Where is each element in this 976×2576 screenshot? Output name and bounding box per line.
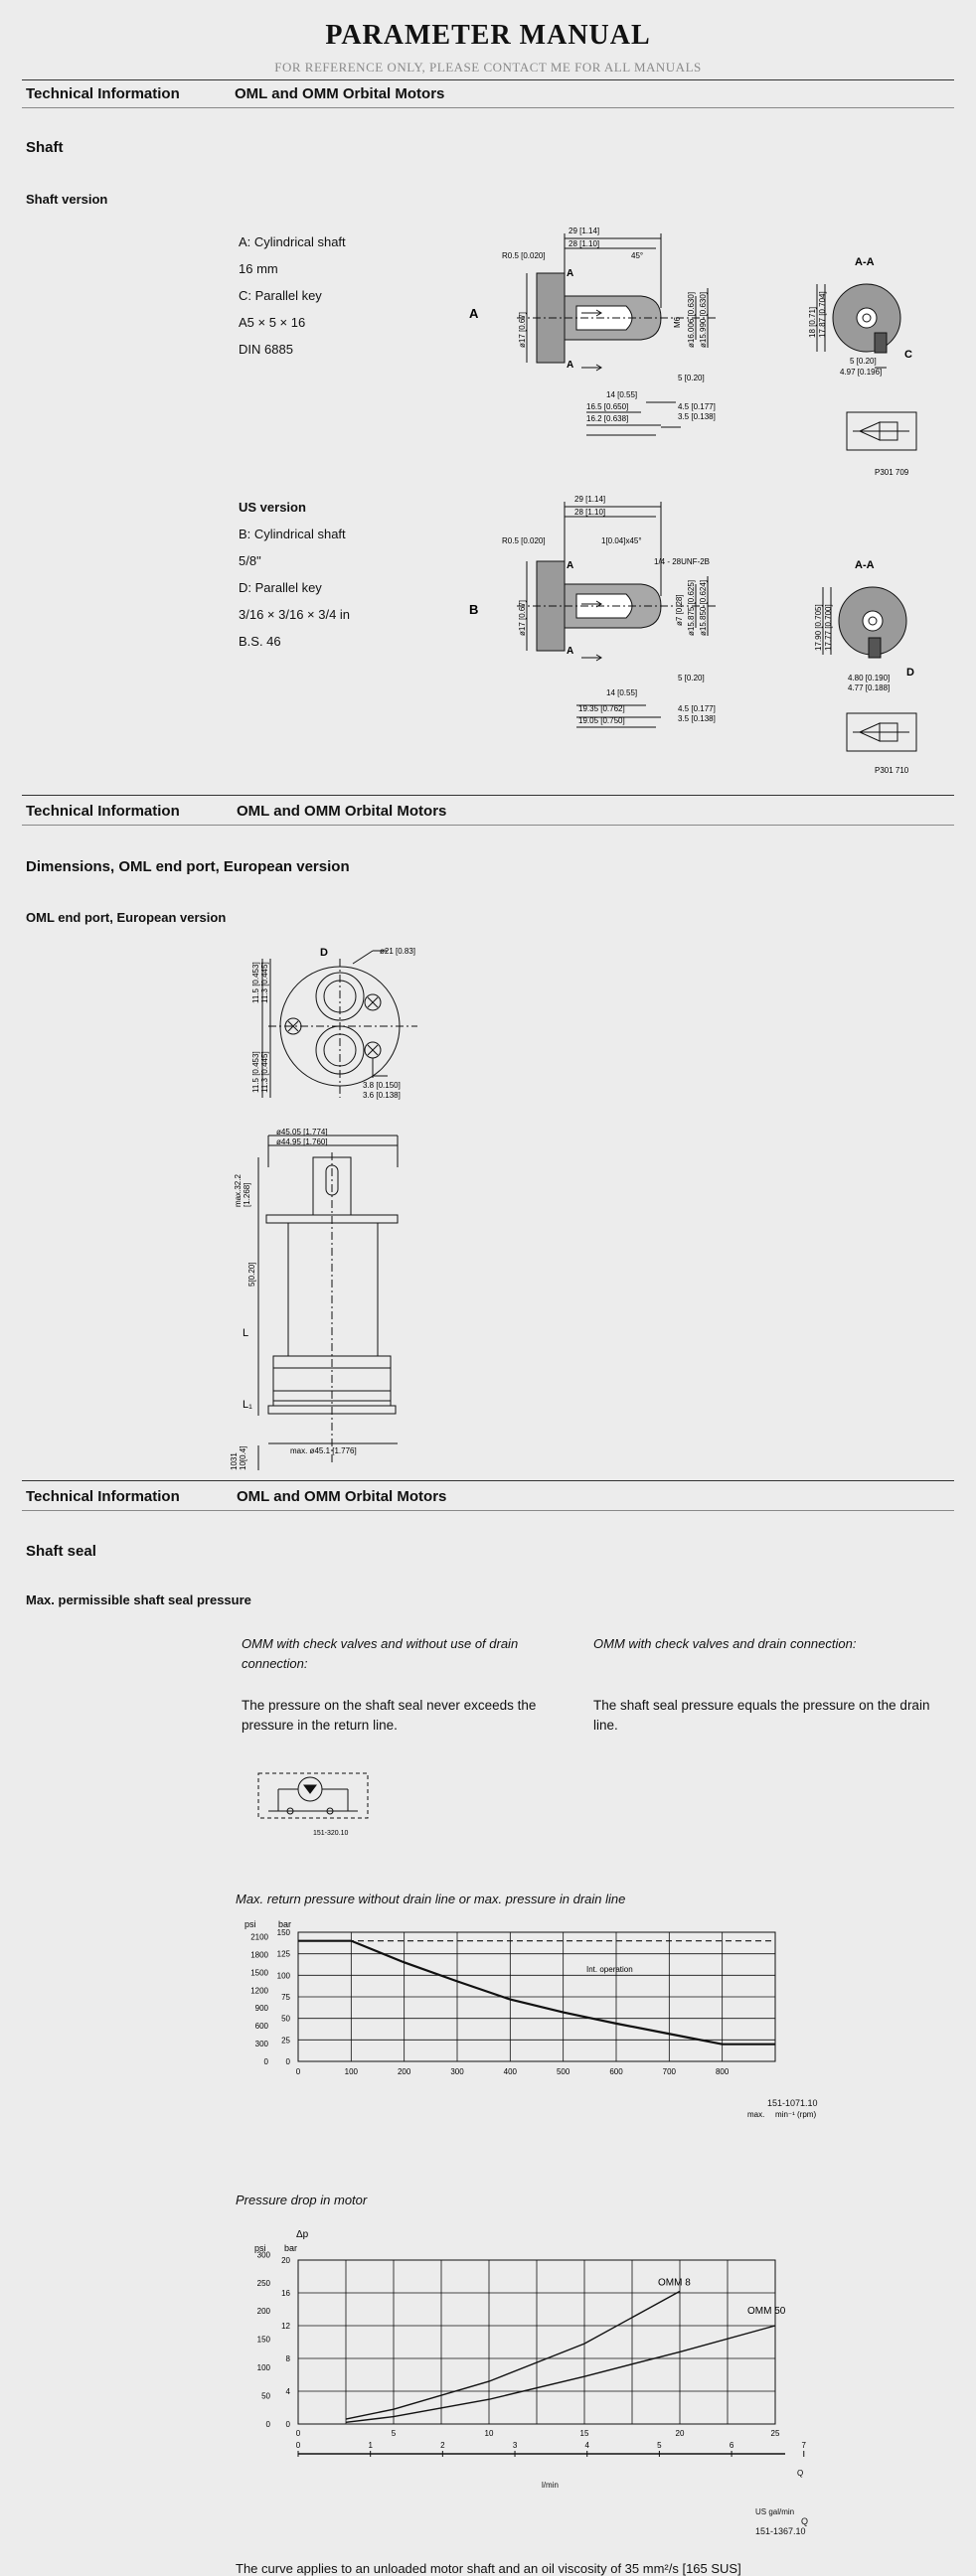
dim-a-r05: R0.5 [0.020] (502, 251, 546, 260)
version-b-spec (239, 494, 350, 655)
chart2-xtick: 5 (391, 2429, 397, 2438)
dim-L: L (243, 1327, 249, 1339)
shaft-version-heading: Shaft version (26, 192, 108, 207)
dim-a-5: 5 [0.20] (678, 374, 705, 382)
dim-10-side: 10[0.4] (239, 1445, 247, 1470)
chart1-ylabel-psi: psi (244, 1919, 256, 1929)
chart1-xlabel: min⁻¹ (rpm) (775, 2110, 817, 2119)
dim-5-side: 5[0.20] (247, 1262, 256, 1287)
chart2-delta: Δp (296, 2229, 309, 2240)
dim-a-14: 14 [0.55] (606, 390, 638, 399)
dim-a-18: 18 [0.71] (808, 306, 817, 338)
chart2-ytick-bar: 16 (281, 2289, 290, 2298)
ref-a: P301 709 (875, 468, 909, 477)
chart2-us-tick: 5 (657, 2441, 662, 2450)
dimensions-subheading: OML end port, European version (26, 910, 227, 925)
chart2-us-tick: 2 (440, 2441, 445, 2450)
section-label-3: Technical Information (26, 1488, 180, 1505)
motor-side-view (229, 1128, 557, 1480)
version-b-line-2: B: Cylindrical shaft (239, 527, 346, 541)
chart2-ytick-bar: 8 (285, 2354, 290, 2363)
dim-b-r05: R0.5 [0.020] (502, 536, 546, 545)
dim-max322: max.32.2 (234, 1174, 243, 1207)
dim-b-29: 29 [1.14] (574, 495, 606, 504)
chart2-xtick: 20 (675, 2429, 685, 2438)
chart1-ytick-psi: 300 (254, 2040, 268, 2049)
chart1-ytick-bar: 100 (276, 1971, 290, 1981)
chart2-ylabel-bar: bar (284, 2243, 298, 2253)
section-aa-label-a: A-A (855, 256, 875, 268)
dim-a-m6: M6 (673, 316, 682, 328)
arrow-b-top: A (567, 560, 574, 571)
chart2-us-tick: 3 (512, 2441, 518, 2450)
chart2-ylabel-psi: psi (254, 2243, 266, 2253)
dim-phi4505: ø45.05 [1.774] (276, 1128, 328, 1136)
schematic-ref: 151-320.10 (313, 1830, 349, 1837)
dim-a-phi17: ø17 [0.67] (518, 311, 527, 348)
dim-a-phi16006: ø16.006 [0.630] (687, 291, 696, 348)
document-title: PARAMETER MANUAL (325, 20, 651, 51)
shaft-heading: Shaft (26, 139, 64, 156)
chart1-title: Max. return pressure without drain line or max. pressure in drain line (236, 1892, 626, 1906)
dim-b-1x45: 1[0.04]x45° (601, 536, 642, 545)
chart1-ytick-psi: 1800 (250, 1950, 268, 1960)
dim-b-phi7: ø7 [0.28] (675, 594, 684, 626)
chart2-ytick-psi: 50 (261, 2391, 270, 2401)
dim-38: 3.8 [0.150] (363, 1081, 401, 1090)
dim-b-phi15850: ø15.850 [0.624] (699, 579, 708, 636)
dim-b-phi17: ø17 [0.67] (518, 599, 527, 636)
chart2-ytick-psi: 100 (256, 2363, 270, 2373)
shaft-b-drawing (457, 487, 954, 785)
chart2-ytick-bar: 20 (281, 2256, 290, 2265)
dim-a-165: 16.5 [0.650] (586, 402, 629, 411)
dim-L1: L₁ (243, 1399, 252, 1411)
section-rule-3-top (22, 1480, 954, 1481)
dim-b-unf: 1/4 - 28UNF-2B (654, 557, 711, 566)
section-product-2: OML and OMM Orbital Motors (237, 803, 447, 820)
chart1-ref: 151-1071.10 (767, 2098, 818, 2108)
chart2-us-tick: 4 (584, 2441, 589, 2450)
dim-a-162: 16.2 [0.638] (586, 414, 629, 423)
chart1-xtick: 700 (662, 2067, 677, 2076)
section-a-key (875, 333, 887, 353)
dim-b-480: 4.80 [0.190] (848, 674, 891, 682)
chart2-ytick-bar: 4 (285, 2387, 290, 2396)
chart2-us-tick: 1 (368, 2441, 373, 2450)
chart1-ytick-psi: 600 (254, 2022, 268, 2032)
chart1-xtick: 200 (397, 2067, 411, 2076)
chart1-ytick-bar: 150 (276, 1928, 290, 1937)
section-b-key (869, 638, 881, 658)
section-product-3: OML and OMM Orbital Motors (237, 1488, 447, 1505)
col1-title: OMM with check valves and without use of drain connection: (242, 1636, 519, 1671)
chart1-ytick-bar: 0 (285, 2057, 290, 2066)
chart2-us-tick: 7 (801, 2441, 806, 2450)
col2-text: The shaft seal pressure equals the pressure on the drain line. (593, 1698, 930, 1733)
dim-b-1935: 19.35 [0.762] (578, 704, 625, 713)
chart2-series-label: OMM 8 (658, 2277, 691, 2289)
version-b-line-6: B.S. 46 (239, 634, 281, 649)
header-rule (22, 79, 954, 80)
chart1-ytick-psi: 1500 (250, 1968, 268, 1978)
arrow-a-bottom: A (567, 360, 574, 371)
chart2-us-unit: US gal/min (755, 2507, 795, 2516)
shaft-a-drawing (457, 219, 954, 487)
letter-b: B (469, 602, 479, 617)
chart1-xtick: 800 (715, 2067, 730, 2076)
section-label-1: Technical Information (26, 85, 180, 102)
chart2-xtick: 10 (484, 2429, 494, 2438)
dim-a-45deg: 45° (631, 251, 644, 260)
dim-b-477: 4.77 [0.188] (848, 683, 891, 692)
chart2-xtick: 0 (295, 2429, 301, 2438)
section-rule-2-top (22, 795, 954, 796)
chart1-xtick: 400 (503, 2067, 518, 2076)
col1-text: The pressure on the shaft seal never exceeds the pressure in the return line. (242, 1698, 537, 1733)
dim-a-35: 3.5 [0.138] (678, 412, 716, 421)
chart1-xtick: 0 (295, 2067, 301, 2076)
document-subtitle: FOR REFERENCE ONLY, PLEASE CONTACT ME FOR ALL MANUALS (274, 60, 702, 75)
section-rule-3 (22, 1510, 954, 1511)
chart1-series-line (298, 1941, 775, 2045)
dim-a-phi15990: ø15.990 [0.630] (699, 291, 708, 348)
version-a-line-3: C: Parallel key (239, 288, 322, 303)
chart2-ytick-bar: 12 (281, 2322, 290, 2331)
chart2-xtick: 25 (770, 2429, 780, 2438)
chart1-ytick-psi: 900 (254, 2004, 268, 2014)
chart2-xunit: l/min (542, 2481, 559, 2490)
dim-phi21: ø21 [0.83] (380, 947, 416, 956)
dim-b-14: 14 [0.55] (606, 688, 638, 697)
chart1-ytick-psi: 2100 (250, 1932, 268, 1942)
chart1-xtick: 100 (344, 2067, 359, 2076)
dim-b-1790: 17.90 [0.705] (814, 604, 823, 651)
dim-phi451: max. ø45.1 [1.776] (290, 1446, 357, 1455)
projection-symbol-b (847, 713, 916, 751)
version-b-line-4: D: Parallel key (239, 580, 322, 595)
dimensions-heading: Dimensions, OML end port, European version (26, 858, 350, 875)
letter-d: D (906, 667, 914, 679)
version-a-line-5: DIN 6885 (239, 342, 293, 357)
chart1-xtick: 600 (609, 2067, 623, 2076)
dim-phi4495: ø44.95 [1.760] (276, 1137, 328, 1146)
dim-115-bottom: 11.5 [0.453] (251, 1051, 260, 1093)
dim-36: 3.6 [0.138] (363, 1091, 401, 1100)
chart1-ytick-psi: 0 (263, 2057, 268, 2066)
dim-1031: 1031 (230, 1452, 239, 1470)
chart1-xend: max. (747, 2110, 765, 2119)
version-a-spec (239, 228, 346, 363)
chart2-series-line (346, 2326, 775, 2422)
chart1-ytick-psi: 1200 (250, 1986, 268, 1996)
footnote: The curve applies to an unloaded motor shaft and an oil viscosity of 35 mm²/s [165 SUS] (236, 2561, 741, 2576)
chart2-q-us: Q (801, 2516, 809, 2526)
dim-b-5: 5 [0.20] (678, 674, 705, 682)
dim-b-28: 28 [1.10] (574, 508, 606, 517)
chart2-ref: 151-1367.10 (755, 2526, 806, 2536)
section-label-2: Technical Information (26, 803, 180, 820)
chart2-xtick: 15 (579, 2429, 589, 2438)
letter-d-port: D (320, 947, 328, 959)
chart2-ytick-psi: 150 (256, 2335, 270, 2345)
dim-max322-in: [1.268] (243, 1182, 251, 1207)
chart2-q: Q (797, 2469, 804, 2478)
version-a-line-4: A5 × 5 × 16 (239, 315, 306, 330)
dim-a-5b: 5 [0.20] (850, 357, 877, 366)
dim-113-bottom: 11.3 [0.445] (260, 1051, 269, 1093)
version-b-line-5: 3/16 × 3/16 × 3/4 in (239, 607, 351, 622)
chart2-us-tick: 0 (295, 2441, 301, 2450)
chart2-us-tick: 6 (729, 2441, 734, 2450)
chart1-xtick: 500 (556, 2067, 570, 2076)
dim-a-45b: 4.5 [0.177] (678, 402, 716, 411)
chart1-ytick-bar: 25 (281, 2036, 290, 2046)
chart2-ytick-psi: 250 (256, 2278, 270, 2288)
arrow-b-bottom: A (567, 646, 574, 657)
chart1-ylabel-bar: bar (278, 1919, 292, 1929)
letter-a: A (469, 306, 479, 321)
version-a-line-1: A: Cylindrical shaft (239, 234, 346, 249)
chart1-ytick-bar: 125 (276, 1949, 290, 1959)
chart2-series-label: OMM 50 (747, 2306, 786, 2317)
chart1-ytick-bar: 75 (281, 1993, 290, 2002)
check-valve-schematic (248, 1763, 398, 1843)
dim-a-497: 4.97 [0.196] (840, 368, 883, 377)
section-aa-label-b: A-A (855, 559, 875, 571)
ref-b: P301 710 (875, 766, 909, 775)
arrow-a-top: A (567, 268, 574, 279)
chart2-ytick-psi: 200 (256, 2307, 270, 2317)
section-rule-1 (22, 107, 954, 108)
chart1-annotation: Int. operation (586, 1965, 633, 1974)
chart2-ytick-psi: 300 (256, 2250, 270, 2260)
dim-a-28: 28 [1.10] (569, 239, 600, 248)
chart2-ytick-psi: 0 (265, 2420, 270, 2429)
dim-a-29: 29 [1.14] (569, 227, 600, 235)
dim-b-phi15875: ø15.875 [0.625] (687, 579, 696, 636)
projection-symbol-a (847, 412, 916, 450)
pressure-drop-chart (239, 2225, 835, 2478)
letter-c: C (904, 349, 912, 361)
section-product-1: OML and OMM Orbital Motors (235, 85, 445, 102)
dim-a-1787: 17.87 [0.704] (818, 291, 827, 338)
chart2-ytick-bar: 0 (285, 2420, 290, 2429)
shaft-seal-subheading: Max. permissible shaft seal pressure (26, 1592, 251, 1607)
col2-title: OMM with check valves and drain connection: (593, 1636, 857, 1651)
dim-b-1905: 19.05 [0.750] (578, 716, 625, 725)
shaft-seal-heading: Shaft seal (26, 1543, 96, 1560)
version-b-line-1: US version (239, 500, 306, 515)
version-a-line-2: 16 mm (239, 261, 278, 276)
dim-b-45b: 4.5 [0.177] (678, 704, 716, 713)
dim-b-35: 3.5 [0.138] (678, 714, 716, 723)
dim-113-top: 11.3 [0.445] (260, 962, 269, 1003)
chart2-series-line (346, 2291, 680, 2419)
chart2-title: Pressure drop in motor (236, 2193, 368, 2207)
chart1-xtick: 300 (450, 2067, 464, 2076)
section-rule-2 (22, 825, 954, 826)
end-port-top-view (248, 929, 467, 1128)
dim-115-top: 11.5 [0.453] (251, 962, 260, 1003)
version-b-line-3: 5/8" (239, 553, 261, 568)
chart1-ytick-bar: 50 (281, 2014, 290, 2024)
dim-b-1777: 17.77 [0.700] (824, 604, 833, 651)
